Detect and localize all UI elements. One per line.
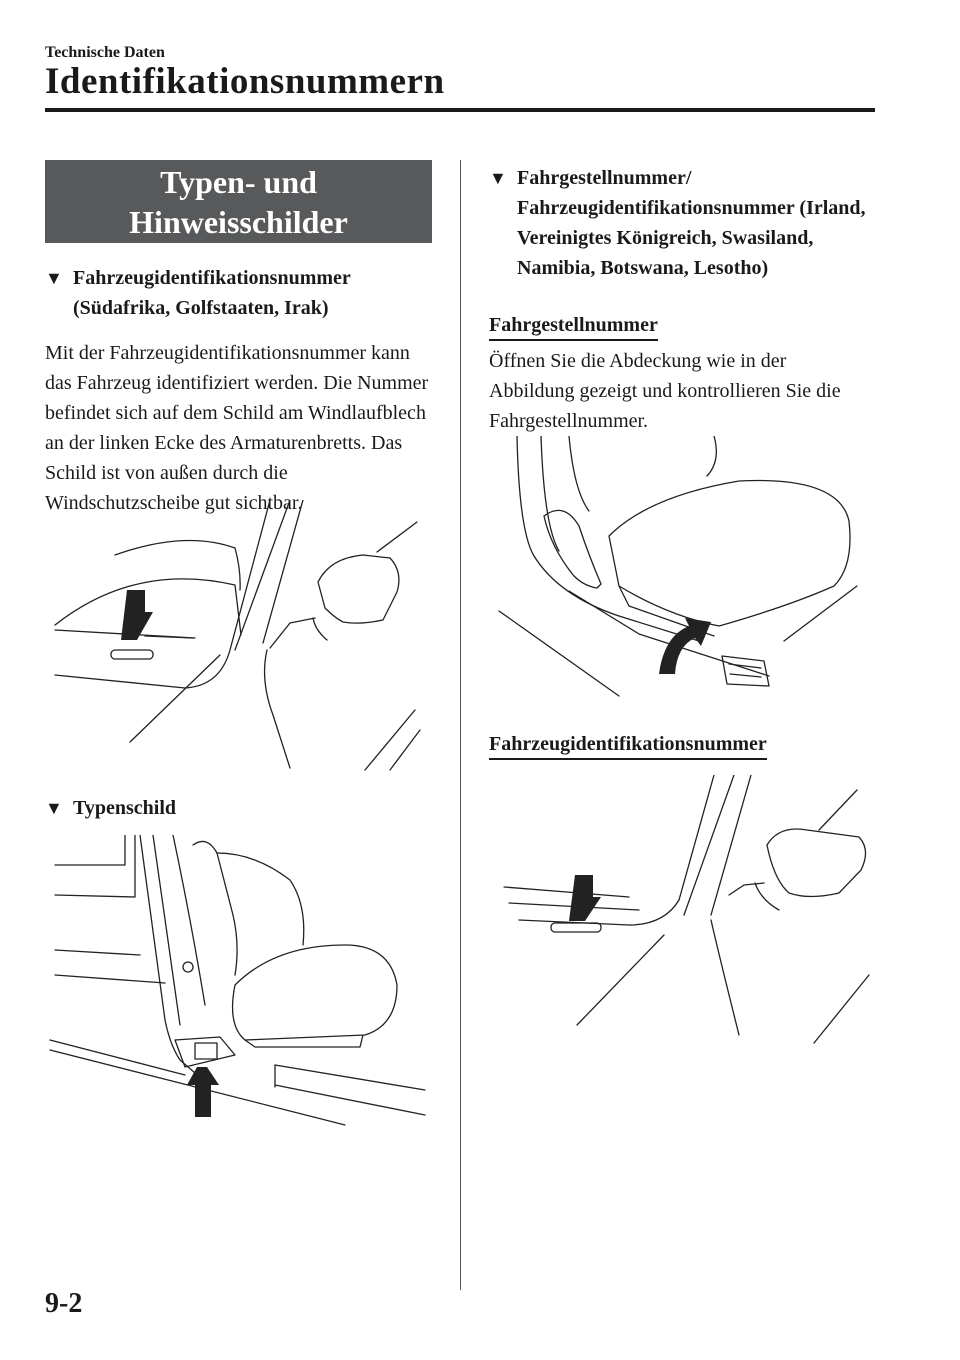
banner-line-2: Hinweisschilder bbox=[129, 204, 348, 240]
column-divider bbox=[460, 160, 461, 1290]
section-heading-type-plate: ▼ Typenschild bbox=[45, 793, 445, 823]
section-banner bbox=[45, 160, 432, 243]
header-rule bbox=[45, 108, 875, 112]
triangle-down-icon: ▼ bbox=[45, 798, 63, 818]
arrow-icon bbox=[569, 875, 601, 921]
sublabel-vin: Fahrzeugidentifikationsnummer bbox=[489, 731, 767, 760]
page-title: Identifikationsnummern bbox=[45, 61, 445, 102]
section-heading-chassis-vin: ▼ Fahrgestellnummer/ Fahrzeugidentifikationsnummer (Irland, Vereinigtes Königreich, Swasiland, Namibia, Botswana, Lesotho) bbox=[489, 163, 889, 283]
arrow-icon bbox=[121, 590, 153, 640]
banner-line-1: Typen- und bbox=[160, 164, 317, 200]
page-number: 9-2 bbox=[45, 1288, 83, 1319]
sublabel-chassis-number: Fahrgestellnummer bbox=[489, 312, 658, 341]
illustration-vin-dashboard-right bbox=[489, 775, 874, 1050]
illustration-type-plate-pillar bbox=[45, 835, 435, 1140]
triangle-down-icon: ▼ bbox=[489, 168, 507, 188]
section-heading-vin-za: ▼ Fahrzeugidentifikationsnummer (Südafrika, Golfstaaten, Irak) bbox=[45, 263, 445, 323]
illustration-chassis-number-cover bbox=[489, 436, 874, 721]
chapter-label: Technische Daten bbox=[45, 44, 165, 61]
vin-description: Mit der Fahrzeugidentifikationsnummer kann das Fahrzeug identifiziert werden. Die Nummer befindet sich auf dem Schild am Windlaufblech an der linken Ecke des Armaturenbretts. Das Schild ist von außen durch die Windschutzscheibe gut sichtbar. bbox=[45, 342, 429, 514]
chassis-description: Öffnen Sie die Abdeckung wie in der Abbildung gezeigt und kontrollieren Sie die Fahrgestellnummer. bbox=[489, 350, 841, 432]
triangle-down-icon: ▼ bbox=[45, 268, 63, 288]
illustration-vin-plate-dashboard bbox=[45, 500, 445, 775]
